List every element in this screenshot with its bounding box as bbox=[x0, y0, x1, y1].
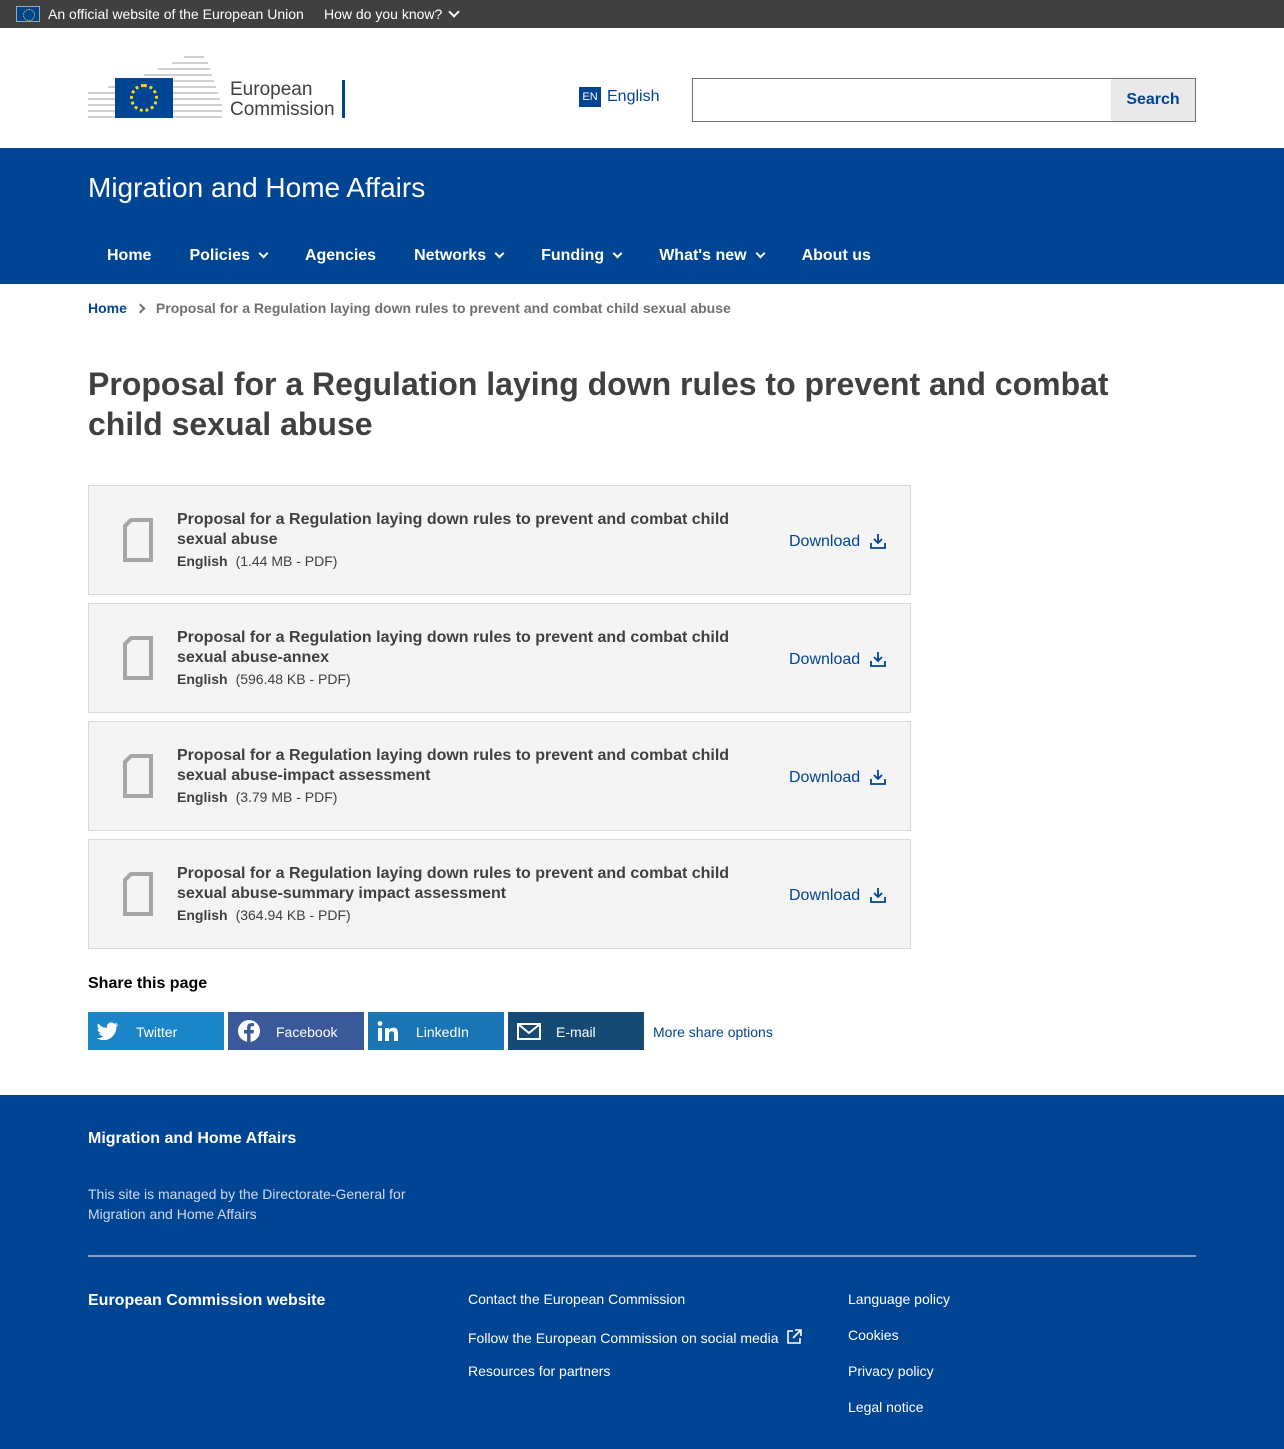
file-language: English bbox=[177, 907, 228, 923]
file-item bbox=[88, 603, 911, 713]
how-do-you-know-toggle[interactable] bbox=[324, 6, 458, 22]
eu-flag-icon bbox=[16, 6, 40, 22]
european-commission-logo[interactable] bbox=[88, 52, 348, 122]
document-icon bbox=[123, 872, 153, 916]
document-icon bbox=[123, 636, 153, 680]
breadcrumb bbox=[88, 300, 731, 316]
download-icon bbox=[870, 651, 886, 667]
file-size: (3.79 MB - PDF) bbox=[235, 789, 338, 805]
chevron-down-icon bbox=[755, 249, 765, 259]
search-button[interactable]: Search bbox=[1111, 79, 1195, 121]
file-title: Proposal for a Regulation laying down rules to prevent and combat child sexual abuse-summary impact assessment bbox=[177, 865, 730, 902]
more-share-options-link[interactable]: More share options bbox=[653, 1024, 773, 1040]
download-link[interactable]: Download bbox=[789, 530, 886, 551]
file-title: Proposal for a Regulation laying down rules to prevent and combat child sexual abuse-impact assessment bbox=[177, 747, 730, 784]
footer-ec-website-link[interactable]: European Commission website bbox=[88, 1292, 326, 1309]
how-do-you-know-label: How do you know? bbox=[324, 6, 443, 22]
footer-language-policy-link[interactable]: Language policy bbox=[848, 1291, 950, 1307]
nav-item-funding[interactable]: Funding bbox=[522, 244, 640, 268]
breadcrumb-home-link[interactable]: Home bbox=[88, 300, 127, 316]
document-icon bbox=[123, 518, 153, 562]
twitter-icon bbox=[88, 1012, 128, 1050]
site-header bbox=[0, 28, 1284, 148]
file-language: English bbox=[177, 553, 228, 569]
email-icon bbox=[508, 1012, 548, 1050]
share-email-label: E-mail bbox=[556, 1024, 596, 1040]
download-icon bbox=[870, 769, 886, 785]
chevron-right-icon bbox=[135, 304, 145, 314]
linkedin-icon bbox=[368, 1012, 408, 1050]
facebook-icon bbox=[228, 1012, 268, 1050]
main-navigation bbox=[88, 244, 890, 268]
chevron-down-icon bbox=[449, 6, 460, 17]
file-title: Proposal for a Regulation laying down rules to prevent and combat child sexual abuse-annex bbox=[177, 629, 730, 666]
chevron-down-icon bbox=[495, 249, 505, 259]
file-size: (1.44 MB - PDF) bbox=[235, 553, 338, 569]
footer-divider bbox=[88, 1255, 1196, 1257]
logo-divider bbox=[342, 80, 345, 118]
site-footer bbox=[0, 1095, 1284, 1449]
language-selector[interactable] bbox=[579, 88, 659, 108]
chevron-down-icon bbox=[613, 249, 623, 259]
file-size: (364.94 KB - PDF) bbox=[235, 907, 351, 923]
footer-resources-link[interactable]: Resources for partners bbox=[468, 1363, 611, 1379]
site-banner bbox=[0, 148, 1284, 284]
share-twitter-label: Twitter bbox=[136, 1024, 178, 1040]
nav-item-about-us[interactable]: About us bbox=[801, 247, 871, 264]
nav-item-networks[interactable]: Networks bbox=[395, 244, 522, 268]
share-email-button[interactable] bbox=[508, 1012, 644, 1050]
file-language: English bbox=[177, 671, 228, 687]
share-twitter-button[interactable] bbox=[88, 1012, 224, 1050]
file-title: Proposal for a Regulation laying down rules to prevent and combat child sexual abuse bbox=[177, 511, 730, 548]
nav-item-whats-new[interactable]: What's new bbox=[640, 244, 782, 268]
download-icon bbox=[870, 533, 886, 549]
page-title: Proposal for a Regulation laying down rules to prevent and combat child sexual abuse bbox=[88, 366, 1109, 442]
share-facebook-label: Facebook bbox=[276, 1024, 338, 1040]
footer-privacy-policy-link[interactable]: Privacy policy bbox=[848, 1363, 934, 1379]
share-linkedin-label: LinkedIn bbox=[416, 1024, 469, 1040]
file-meta bbox=[177, 671, 351, 687]
language-code-icon: EN bbox=[579, 87, 601, 107]
eu-official-text: An official website of the European Union bbox=[48, 6, 304, 22]
footer-social-media-link[interactable]: Follow the European Commission on social media bbox=[468, 1327, 802, 1346]
download-link[interactable]: Download bbox=[789, 884, 886, 905]
footer-site-name[interactable]: Migration and Home Affairs bbox=[88, 1130, 297, 1147]
chevron-down-icon bbox=[258, 249, 268, 259]
nav-item-home[interactable]: Home bbox=[107, 247, 152, 264]
share-title: Share this page bbox=[88, 975, 208, 992]
eu-official-bar bbox=[0, 0, 1284, 28]
file-size: (596.48 KB - PDF) bbox=[235, 671, 351, 687]
site-name[interactable]: Migration and Home Affairs bbox=[88, 172, 426, 203]
share-linkedin-button[interactable] bbox=[368, 1012, 504, 1050]
search-input[interactable] bbox=[693, 79, 1111, 121]
share-facebook-button[interactable] bbox=[228, 1012, 364, 1050]
file-meta bbox=[177, 907, 351, 923]
download-link[interactable]: Download bbox=[789, 766, 886, 787]
footer-contact-link[interactable]: Contact the European Commission bbox=[468, 1291, 686, 1307]
language-label: English bbox=[607, 88, 660, 105]
footer-legal-notice-link[interactable]: Legal notice bbox=[848, 1399, 924, 1415]
external-link-icon bbox=[786, 1329, 802, 1345]
nav-item-agencies[interactable]: Agencies bbox=[304, 247, 377, 264]
file-item bbox=[88, 721, 911, 831]
logo-text: European Commission bbox=[230, 79, 335, 120]
search-form bbox=[692, 78, 1196, 122]
footer-cookies-link[interactable]: Cookies bbox=[848, 1327, 899, 1343]
download-link[interactable]: Download bbox=[789, 648, 886, 669]
document-icon bbox=[123, 754, 153, 798]
file-language: English bbox=[177, 789, 228, 805]
eu-stars-flag-icon bbox=[115, 78, 173, 118]
file-item bbox=[88, 839, 911, 949]
file-meta bbox=[177, 553, 337, 569]
download-icon bbox=[870, 887, 886, 903]
nav-item-policies[interactable]: Policies bbox=[170, 244, 285, 268]
breadcrumb-current: Proposal for a Regulation laying down rules to prevent and combat child sexual abuse bbox=[155, 300, 731, 316]
file-meta bbox=[177, 789, 337, 805]
file-item bbox=[88, 485, 911, 595]
footer-managed-text: This site is managed by the Directorate-General for Migration and Home Affairs bbox=[88, 1186, 406, 1222]
